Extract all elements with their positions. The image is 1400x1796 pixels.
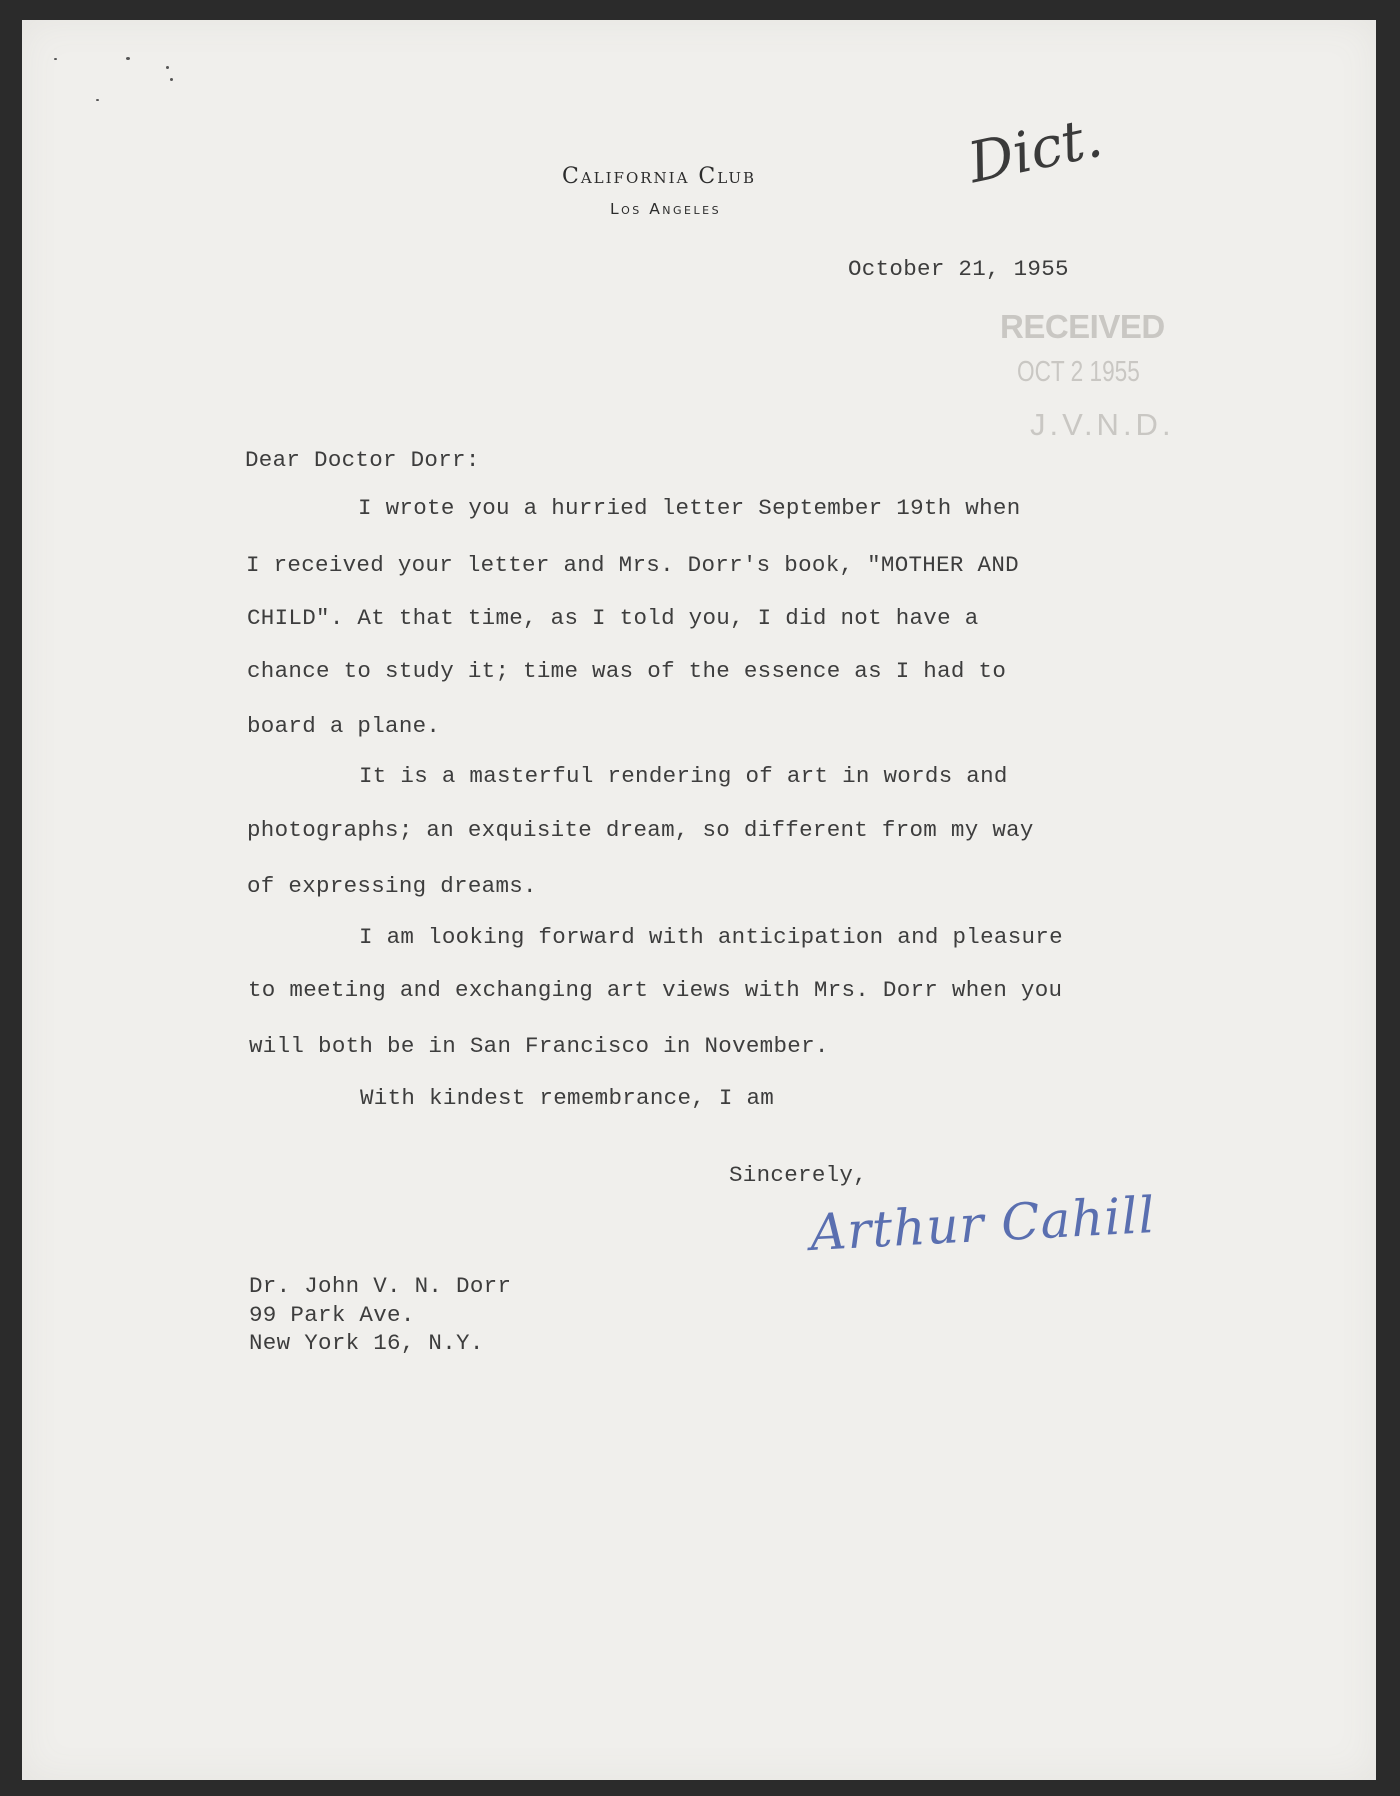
received-stamp-line2: OCT 2 1955: [1017, 356, 1140, 388]
body-line: CHILD". At that time, as I told you, I did not have a: [247, 605, 979, 631]
address-line: Dr. John V. N. Dorr: [249, 1273, 512, 1299]
address-line: 99 Park Ave.: [249, 1302, 415, 1328]
body-line: board a plane.: [247, 713, 441, 739]
body-line: will both be in San Francisco in November.: [249, 1033, 829, 1059]
stray-mark: [166, 66, 169, 69]
handwritten-note: Dict.: [962, 104, 1108, 197]
stray-mark: [54, 58, 57, 60]
body-line: chance to study it; time was of the essence as I had to: [247, 658, 1007, 684]
closing: Sincerely,: [729, 1162, 868, 1188]
body-line: I received your letter and Mrs. Dorr's book, "MOTHER AND: [246, 552, 1019, 578]
body-line: I am looking forward with anticipation and pleasure: [359, 924, 1063, 950]
stray-mark: [96, 99, 99, 101]
salutation: Dear Doctor Dorr:: [245, 447, 480, 473]
received-stamp-line1: RECEIVED: [1000, 308, 1165, 345]
body-line: to meeting and exchanging art views with Mrs. Dorr when you: [248, 977, 1063, 1003]
stray-mark: [170, 78, 173, 81]
body-line: photographs; an exquisite dream, so different from my way: [247, 817, 1034, 843]
letterhead-name: California Club: [562, 164, 757, 189]
received-stamp-line3: J.V.N.D.: [1030, 407, 1175, 442]
body-line: With kindest remembrance, I am: [360, 1085, 775, 1111]
stray-mark: [126, 57, 130, 60]
letter-page: [22, 20, 1376, 1780]
handwritten-signature: Arthur Cahill: [808, 1185, 1157, 1263]
letter-date: October 21, 1955: [848, 256, 1069, 282]
body-line: It is a masterful rendering of art in words and: [359, 763, 1008, 789]
body-line: I wrote you a hurried letter September 19th when: [358, 495, 1021, 521]
letterhead-city: Los Angeles: [610, 200, 722, 218]
address-line: New York 16, N.Y.: [249, 1330, 484, 1356]
body-line: of expressing dreams.: [247, 873, 537, 899]
